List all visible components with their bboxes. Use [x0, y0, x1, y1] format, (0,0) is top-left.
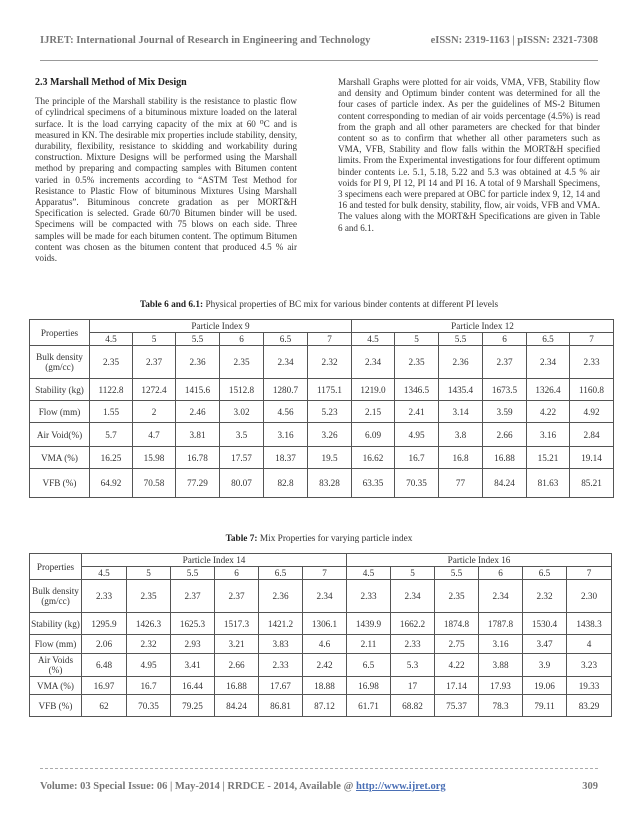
- table-cell: 1439.9: [347, 613, 391, 635]
- binder-content-header: 5.5: [439, 333, 483, 346]
- table-cell: 6.5: [347, 654, 391, 677]
- table-cell: 3.16: [479, 635, 523, 654]
- properties-header: Properties: [30, 554, 82, 580]
- page-number: 309: [582, 781, 598, 792]
- table-cell: 1426.3: [127, 613, 171, 635]
- table-cell: 2.34: [264, 346, 308, 379]
- row-label: Stability (kg): [30, 379, 90, 401]
- table-cell: 4.56: [264, 401, 308, 423]
- table-row: [30, 695, 612, 717]
- table-cell: 2.36: [439, 346, 483, 379]
- table-cell: 78.3: [479, 695, 523, 717]
- table-cell: 2.42: [303, 654, 347, 677]
- table-cell: 2.36: [176, 346, 220, 379]
- binder-content-header: 5.5: [435, 567, 479, 580]
- table-cell: 18.37: [264, 447, 308, 469]
- table-cell: 3.5: [220, 423, 264, 447]
- table-cell: 1512.8: [220, 379, 264, 401]
- table-cell: 1219.0: [352, 379, 395, 401]
- table-cell: 4.95: [395, 423, 439, 447]
- table-cell: 2.93: [171, 635, 215, 654]
- binder-content-header: 6: [479, 567, 523, 580]
- table-cell: 2.41: [395, 401, 439, 423]
- table-cell: 84.24: [483, 469, 527, 498]
- row-label: VMA (%): [30, 677, 82, 695]
- table-cell: 2.30: [567, 580, 612, 613]
- table-cell: 3.23: [567, 654, 612, 677]
- table-cell: 1530.4: [523, 613, 567, 635]
- table-cell: 1306.1: [303, 613, 347, 635]
- table-cell: 19.14: [570, 447, 614, 469]
- table-cell: 1346.5: [395, 379, 439, 401]
- right-column: [338, 77, 600, 234]
- journal-title: IJRET: International Journal of Research in Engineering and Technology: [40, 35, 371, 46]
- table-cell: 1280.7: [264, 379, 308, 401]
- binder-content-header: 6.5: [264, 333, 308, 346]
- table-cell: 19.5: [308, 447, 352, 469]
- table-cell: 2.34: [303, 580, 347, 613]
- binder-content-header: 5.5: [171, 567, 215, 580]
- table-cell: 2.35: [127, 580, 171, 613]
- results-paragraph: Marshall Graphs were plotted for air voids, VMA, VFB, Stability flow and density and Optimum binder content was determined for all the four cases of particle index. As per the guidelines of MS-2 Bitumen content corresponding to median of air voids percentage (4.5%) is read from the graph and all other parameters are checked for that binder content so as to confirm that whether all other parameters such as VMA, VFB, Stability and flow falls within the MORT&H specified limits. From the Experimental investigations for four different optimum binder contents i.e. 5.1, 5.18, 5.22 and 5.3 was obtained at 4.5 % air voids for PI 9, PI 12, PI 14 and PI 16. A total of 9 Marshall Specimens, 3 specimens each were prepared at OBC for particle index 9, 12, 14 and 16 and tested for bulk density, stability, flow, air voids, VFB and VMA. The values along with the MORT&H Specifications are given in Table 6 and 6.1.: [338, 77, 600, 233]
- row-label: VMA (%): [30, 447, 90, 469]
- table-cell: 4: [567, 635, 612, 654]
- table-cell: 2.33: [347, 580, 391, 613]
- row-label: Air Voids (%): [30, 654, 82, 677]
- table-cell: 2.34: [479, 580, 523, 613]
- table-cell: 17: [391, 677, 435, 695]
- table-cell: 83.29: [567, 695, 612, 717]
- table-cell: 70.35: [127, 695, 171, 717]
- table-cell: 2.34: [352, 346, 395, 379]
- binder-content-header: 7: [303, 567, 347, 580]
- footer-text: Volume: 03 Special Issue: 06 | May-2014 | RRDCE - 2014, Available @: [40, 781, 356, 792]
- table-cell: 1272.4: [133, 379, 176, 401]
- binder-content-header: 6: [215, 567, 259, 580]
- table-cell: 3.21: [215, 635, 259, 654]
- table-cell: 1673.5: [483, 379, 527, 401]
- table7: [29, 553, 612, 717]
- table-cell: 4.7: [133, 423, 176, 447]
- binder-content-header: 6: [483, 333, 527, 346]
- table-cell: 2.35: [395, 346, 439, 379]
- page-header: [40, 35, 598, 46]
- table-cell: 2.37: [171, 580, 215, 613]
- table-cell: 3.59: [483, 401, 527, 423]
- binder-content-header: 5.5: [176, 333, 220, 346]
- table-cell: 1662.2: [391, 613, 435, 635]
- table6-caption: [0, 300, 638, 310]
- table-cell: 2.66: [483, 423, 527, 447]
- table-cell: 4.22: [527, 401, 570, 423]
- table-cell: 79.25: [171, 695, 215, 717]
- table-cell: 3.26: [308, 423, 352, 447]
- binder-content-header: 7: [308, 333, 352, 346]
- table-cell: 6.09: [352, 423, 395, 447]
- table-cell: 16.7: [127, 677, 171, 695]
- table6: [29, 319, 614, 498]
- table-cell: 15.98: [133, 447, 176, 469]
- binder-content-header: 7: [567, 567, 612, 580]
- table-cell: 17.57: [220, 447, 264, 469]
- particle-index-header-1: Particle Index 9: [90, 320, 352, 333]
- table-cell: 3.16: [264, 423, 308, 447]
- table-cell: 2.33: [82, 580, 127, 613]
- table-cell: 16.25: [90, 447, 133, 469]
- table-cell: 2.32: [127, 635, 171, 654]
- table-cell: 16.98: [347, 677, 391, 695]
- table-cell: 77: [439, 469, 483, 498]
- table-cell: 2.11: [347, 635, 391, 654]
- particle-index-header-1: Particle Index 14: [82, 554, 347, 567]
- issn-info: eISSN: 2319-1163 | pISSN: 2321-7308: [430, 35, 598, 46]
- section-body: The principle of the Marshall stability is the resistance to plastic flow of cylindrical specimens of a bituminous mixture loaded on the lateral surface. It is the load carrying capacity of the mix at 60 ⁰C and is measured in KN. The desirable mix properties include stability, density, durability, flexibility, resistance to skidding and workability during construction. Mixture Designs will be performed using the Marshall method by preparing and compacting samples with Bitumen content varied in 0.5% increments according to “ASTM Test Method for Resistance to Plastic Flow of bituminous Mixtures Using Marshall Apparatus”. Bituminous concrete gradation as per MORT&H Specification is selected. Grade 60/70 Bitumen binder will be used. Specimens will be compacted with 75 blows on each side. Three samples will be made for each bitumen content. The optimum Bitumen content was chosen as the bitumen content that produced 4.5 % air voids.: [35, 96, 297, 264]
- table-cell: 2.84: [570, 423, 614, 447]
- table-cell: 2.34: [391, 580, 435, 613]
- table-row: [30, 469, 614, 498]
- table-cell: 2: [133, 401, 176, 423]
- table-cell: 1517.3: [215, 613, 259, 635]
- binder-content-header: 4.5: [82, 567, 127, 580]
- binder-content-header: 5: [133, 333, 176, 346]
- table-cell: 5.7: [90, 423, 133, 447]
- table-cell: 6.48: [82, 654, 127, 677]
- table-cell: 3.81: [176, 423, 220, 447]
- binder-content-header: 6.5: [259, 567, 303, 580]
- table-cell: 3.14: [439, 401, 483, 423]
- table-cell: 83.28: [308, 469, 352, 498]
- table-row: [30, 580, 612, 613]
- table-cell: 1175.1: [308, 379, 352, 401]
- table-cell: 64.92: [90, 469, 133, 498]
- table-cell: 4.22: [435, 654, 479, 677]
- left-column: [35, 77, 297, 264]
- table-cell: 2.35: [90, 346, 133, 379]
- table-cell: 3.47: [523, 635, 567, 654]
- table-cell: 15.21: [527, 447, 570, 469]
- row-label: Stability (kg): [30, 613, 82, 635]
- table-cell: 70.35: [395, 469, 439, 498]
- table-cell: 79.11: [523, 695, 567, 717]
- footer-divider: [40, 768, 598, 769]
- table-cell: 1435.4: [439, 379, 483, 401]
- table-cell: 82.8: [264, 469, 308, 498]
- table-row: [30, 379, 614, 401]
- table-cell: 2.32: [523, 580, 567, 613]
- journal-link[interactable]: http://www.ijret.org: [355, 781, 446, 792]
- table-cell: 75.37: [435, 695, 479, 717]
- table-cell: 5.23: [308, 401, 352, 423]
- table-cell: 1421.2: [259, 613, 303, 635]
- table-cell: 3.83: [259, 635, 303, 654]
- row-label: Flow (mm): [30, 635, 82, 654]
- table-cell: 1122.8: [90, 379, 133, 401]
- table-cell: 86.81: [259, 695, 303, 717]
- table-cell: 1415.6: [176, 379, 220, 401]
- table-cell: 19.06: [523, 677, 567, 695]
- table-cell: 2.75: [435, 635, 479, 654]
- binder-content-header: 5: [127, 567, 171, 580]
- table-cell: 63.35: [352, 469, 395, 498]
- header-divider: [40, 60, 598, 61]
- table-cell: 4.6: [303, 635, 347, 654]
- binder-content-header: 6.5: [527, 333, 570, 346]
- table-cell: 17.14: [435, 677, 479, 695]
- table-cell: 3.8: [439, 423, 483, 447]
- table-cell: 2.36: [259, 580, 303, 613]
- table-cell: 3.16: [527, 423, 570, 447]
- table-cell: 3.88: [479, 654, 523, 677]
- table-cell: 2.33: [570, 346, 614, 379]
- section-heading: 2.3 Marshall Method of Mix Design: [35, 77, 187, 88]
- table-row: [30, 423, 614, 447]
- binder-content-header: 4.5: [347, 567, 391, 580]
- table-cell: 81.63: [527, 469, 570, 498]
- table-cell: 85.21: [570, 469, 614, 498]
- table-cell: 2.06: [82, 635, 127, 654]
- table-cell: 2.37: [483, 346, 527, 379]
- table-cell: 1438.3: [567, 613, 612, 635]
- table-cell: 84.24: [215, 695, 259, 717]
- table-cell: 2.46: [176, 401, 220, 423]
- properties-header: Properties: [30, 320, 90, 346]
- table-cell: 4.95: [127, 654, 171, 677]
- binder-content-header: 4.5: [90, 333, 133, 346]
- table-cell: 16.88: [215, 677, 259, 695]
- table-cell: 17.67: [259, 677, 303, 695]
- table-cell: 1295.9: [82, 613, 127, 635]
- table-row: [30, 635, 612, 654]
- table-cell: 3.02: [220, 401, 264, 423]
- particle-index-header-2: Particle Index 12: [352, 320, 614, 333]
- particle-index-header-2: Particle Index 16: [347, 554, 612, 567]
- table-cell: 62: [82, 695, 127, 717]
- table-cell: 2.37: [133, 346, 176, 379]
- table-cell: 2.33: [259, 654, 303, 677]
- table-cell: 17.93: [479, 677, 523, 695]
- table-cell: 61.71: [347, 695, 391, 717]
- row-label: VFB (%): [30, 469, 90, 498]
- table-cell: 1.55: [90, 401, 133, 423]
- table-row: [30, 346, 614, 379]
- table-cell: 1160.8: [570, 379, 614, 401]
- table-cell: 2.15: [352, 401, 395, 423]
- table-cell: 4.92: [570, 401, 614, 423]
- binder-content-header: 7: [570, 333, 614, 346]
- table-cell: 16.78: [176, 447, 220, 469]
- table-cell: 3.41: [171, 654, 215, 677]
- table-cell: 16.88: [483, 447, 527, 469]
- row-label: VFB (%): [30, 695, 82, 717]
- binder-content-header: 5: [395, 333, 439, 346]
- row-label: Flow (mm): [30, 401, 90, 423]
- table6-caption-text: Physical properties of BC mix for various binder contents at different PI levels: [203, 300, 499, 310]
- table-cell: 2.34: [527, 346, 570, 379]
- binder-content-header: 6: [220, 333, 264, 346]
- table-cell: 16.62: [352, 447, 395, 469]
- table-cell: 19.33: [567, 677, 612, 695]
- row-label: Bulk density (gm/cc): [30, 346, 90, 379]
- row-label: Air Void(%): [30, 423, 90, 447]
- table-cell: 5.3: [391, 654, 435, 677]
- binder-content-header: 5: [391, 567, 435, 580]
- table-cell: 2.32: [308, 346, 352, 379]
- footer-volume-info: [40, 781, 446, 792]
- table-cell: 2.35: [220, 346, 264, 379]
- table-row: [30, 401, 614, 423]
- table6-caption-label: Table 6 and 6.1:: [139, 300, 204, 310]
- table-cell: 18.88: [303, 677, 347, 695]
- binder-content-header: 4.5: [352, 333, 395, 346]
- table-cell: 87.12: [303, 695, 347, 717]
- table-cell: 1625.3: [171, 613, 215, 635]
- page-footer: [40, 781, 598, 792]
- table-cell: 1787.8: [479, 613, 523, 635]
- table-cell: 3.9: [523, 654, 567, 677]
- table-cell: 16.7: [395, 447, 439, 469]
- table-cell: 2.37: [215, 580, 259, 613]
- table-cell: 2.35: [435, 580, 479, 613]
- table-row: [30, 613, 612, 635]
- table-cell: 2.66: [215, 654, 259, 677]
- table-row: [30, 677, 612, 695]
- table7-caption: [0, 534, 638, 544]
- table-row: [30, 447, 614, 469]
- table-cell: 68.82: [391, 695, 435, 717]
- table-cell: 77.29: [176, 469, 220, 498]
- table-cell: 80.07: [220, 469, 264, 498]
- table-cell: 16.44: [171, 677, 215, 695]
- table-cell: 16.8: [439, 447, 483, 469]
- table-cell: 2.33: [391, 635, 435, 654]
- table-cell: 16.97: [82, 677, 127, 695]
- table-cell: 70.58: [133, 469, 176, 498]
- table7-caption-text: Mix Properties for varying particle index: [257, 534, 413, 544]
- table-row: [30, 654, 612, 677]
- binder-content-header: 6.5: [523, 567, 567, 580]
- table7-caption-label: Table 7:: [225, 534, 258, 544]
- table-cell: 1874.8: [435, 613, 479, 635]
- table-cell: 1326.4: [527, 379, 570, 401]
- row-label: Bulk density (gm/cc): [30, 580, 82, 613]
